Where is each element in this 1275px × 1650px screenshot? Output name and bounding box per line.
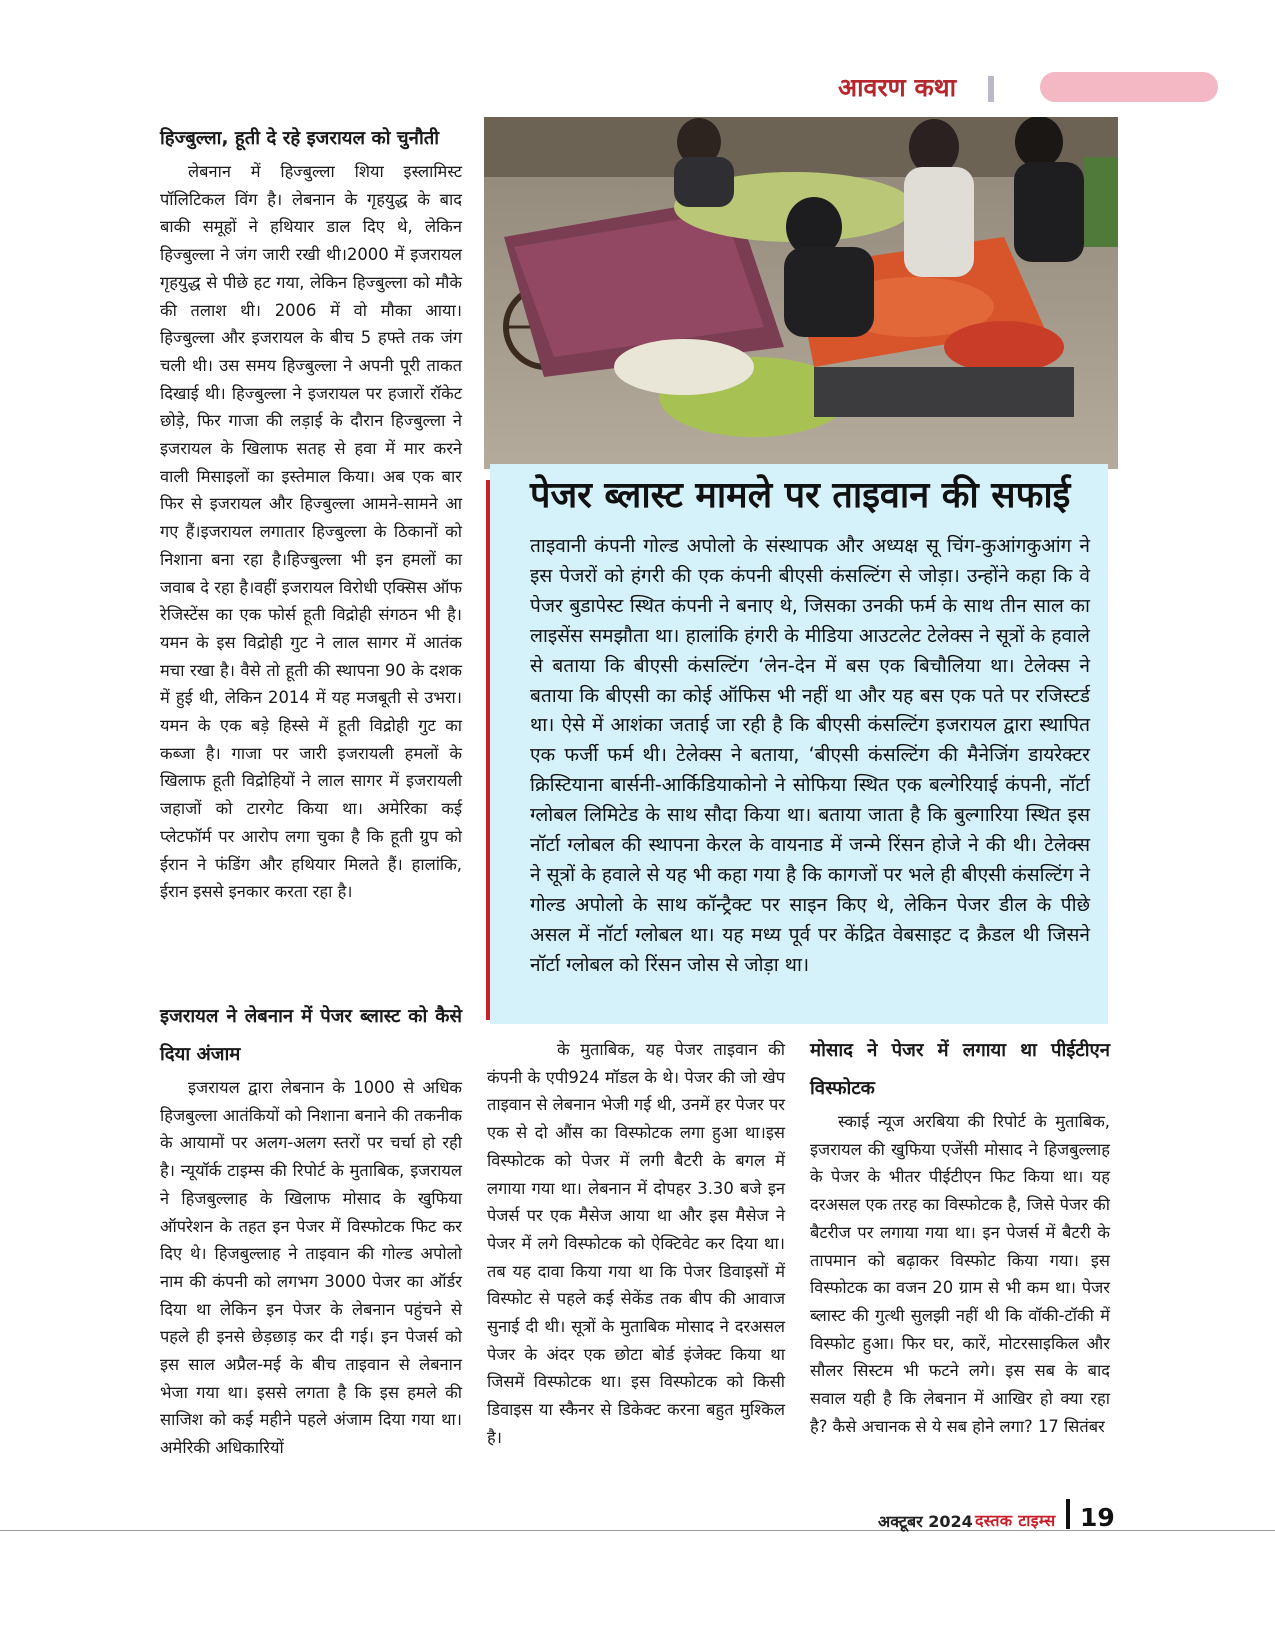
column-1 (160, 120, 462, 906)
section-divider (988, 76, 994, 102)
column-1-heading: हिज्बुल्ला, हूती दे रहे इजरायल को चुनौती (160, 128, 440, 149)
column-2-body: के मुताबिक, यह पेजर ताइवान की कंपनी के एपी924 मॉडल के थे। पेजर की जो खेप ताइवान से लेबनान भेजी गई थी, उनमें हर पेजर पर एक से दो औंस का विस्फोटक लगा हुआ था।इस विस्फोटक को पेजर में लगी बैटरी के बगल में लगाया गया था। लेबनान में दोपहर 3.30 बजे इन पेजर्स पर एक मैसेज आया था और इस मैसेज ने पेजर में लगे विस्फोटक को ऐक्टिवेट कर दिया था। तब यह दावा किया गया था कि पेजर डिवाइसों में विस्फोट से पहले कई सेकेंड तक बीप की आवाज सुनाई दी थी। सूत्रों के मुताबिक मोसाद ने दरअसल पेजर के अंदर एक छोटा बोर्ड इंजेक्ट किया था जिसमें विस्फोटक था। इस विस्फोटक को किसी डिवाइस या स्कैनर से डिकेक्ट करना बहुत मुश्किल है। (487, 1040, 785, 1447)
news-photo (484, 117, 1118, 469)
column-3 (810, 1032, 1110, 1440)
column-3-body: स्काई न्यूज अरबिया की रिपोर्ट के मुताबिक, इजरायल की खुफिया एजेंसी मोसाद ने हिजबुल्लाह के पेजर के भीतर पीईटीएन फिट किया था। यह दरअसल एक तरह का विस्फोटक है, जिसे पेजर की बैटरीज पर लगाया गया था। इन पेजर्स में बैटरी के तापमान को बढ़ाकर विस्फोट किया गया। इस विस्फोटक का वजन 20 ग्राम से भी कम था। पेजर ब्लास्ट की गुत्थी सुलझी नहीं थी कि वॉकी-टॉकी में विस्फोट हुआ। फिर घर, कारें, मोटरसाइकिल और सौलर सिस्टम भी फटने लगे। इस सब के बाद सवाल यही है कि लेबनान में आखिर हो क्या रहा है? कैसे अचानक से ये सब होने लगा? 17 सितंबर (810, 1112, 1110, 1436)
column-1-body-2: इजरायल द्वारा लेबनान के 1000 से अधिक हिजबुल्ला आतंकियों को निशाना बनाने की तकनीक के आयामों पर अलग-अलग स्तरों पर चर्चा हो रही है। न्यूयॉर्क टाइम्स की रिपोर्ट के मुताबिक, इजरायल ने हिजबुल्लाह के खिलाफ मोसाद के खुफिया ऑपरेशन के तहत इन पेजर में विस्फोटक फिट कर दिए थे। हिजबुल्लाह ने ताइवान की गोल्ड अपोलो नाम की कंपनी को लगभग 3000 पेजर का ऑर्डर दिया था लेकिन इन पेजर के लेबनान पहुंचने से पहले ही इनसे छेड़छाड़ कर दी गई। इन पेजर्स को इस साल अप्रैल-मई के बीच ताइवान से लेबनान भेजा गया था। इससे लगता है कि इस हमले की साजिश को कई महीने पहले अंजाम दिया गया था। अमेरिकी अधिकारियों (160, 1078, 462, 1458)
footer-separator (1066, 1499, 1070, 1529)
footer-brand: दस्तक टाइम्स (975, 1511, 1056, 1530)
market-scene-image (484, 117, 1118, 469)
column-1-section-2 (160, 998, 462, 1462)
column-1-subheading: इजरायल ने लेबनान में पेजर ब्लास्ट को कैसे दिया अंजाम (160, 1006, 462, 1065)
section-pill-decoration (1040, 72, 1218, 102)
column-1-body: लेबनान में हिज्बुल्ला शिया इस्लामिस्ट पॉलिटिकल विंग है। लेबनान के गृहयुद्ध के बाद बाकी समूहों ने हथियार डाल दिए थे, लेकिन हिज्बुल्ला ने जंग जारी रखी थी।2000 में इजरायल गृहयुद्ध से पीछे हट गया, लेकिन हिज्बुल्ला को मौके की तलाश थी। 2006 में वो मौका आया। हिज्बुल्ला और इजरायल के बीच 5 हफ्ते तक जंग चली थी। उस समय हिज्बुल्ला ने अपनी पूरी ताकत दिखाई थी। हिज्बुल्ला ने इजरायल पर हजारों रॉकेट छोड़े, फिर गाजा की लड़ाई के दौरान हिज्बुल्ला ने इजरायल के खिलाफ सतह से हवा में मार करने वाली मिसाइलों का इस्तेमाल किया। अब एक बार फिर से इजरायल और हिज्बुल्ला आमने-सामने आ गए हैं।इजरायल लगातार हिज्बुल्ला के ठिकानों को निशाना बना रहा है।हिज्बुल्ला भी इन हमलों का जवाब दे रहा है।वहीं इजरायल विरोधी एक्सिस ऑफ रेजिस्टेंस का एक फोर्स हूती विद्रोही संगठन भी है। यमन के इस विद्रोही गुट ने लाल सागर में आतंक मचा रखा है। वैसे तो हूती की स्थापना 90 के दशक में हुई थी, लेकिन 2014 में यह मजबूती से उभरा। यमन के एक बड़े हिस्से में हूती विद्रोही गुट का कब्जा है। गाजा पर जारी इजरायली हमलों के खिलाफ हूती विद्रोहियों ने लाल सागर में इजरायली जहाजों को टारगेट किया था। अमेरिका कई प्लेटफॉर्म पर आरोप लगा चुका है कि हूती ग्रुप को ईरान ने फंडिंग और हथियार मिलते हैं। हालांकि, ईरान इससे इनकार करता रहा है। (160, 162, 462, 902)
footer-date: अक्टूबर 2024 (878, 1512, 973, 1531)
column-3-heading: मोसाद ने पेजर में लगाया था पीईटीएन विस्फोटक (810, 1040, 1110, 1099)
section-label: आवरण कथा (838, 73, 957, 102)
column-2 (487, 1036, 785, 1452)
box-body: ताइवानी कंपनी गोल्ड अपोलो के संस्थापक और अध्यक्ष सू चिंग-कुआंगकुआंग ने इस पेजरों को हंगरी की एक कंपनी बीएसी कंसल्टिंग से जोड़ा। उन्होंने कहा कि वे पेजर बुडापेस्ट स्थित कंपनी ने बनाए थे, जिसका उनकी फर्म के साथ तीन साल का लाइसेंस समझौता था। हालांकि हंगरी के मीडिया आउटलेट टेलेक्स ने सूत्रों के हवाले से बताया कि बीएसी कंसल्टिंग ‘लेन-देन में बस एक बिचौलिया था। टेलेक्स ने बताया कि बीएसी का कोई ऑफिस भी नहीं था और यह बस एक पते पर रजिस्टर्ड था। ऐसे में आशंका जताई जा रही है कि बीएसी कंसल्टिंग इजरायल द्वारा स्थापित एक फर्जी फर्म थी। टेलेक्स ने बताया, ‘बीएसी कंसल्टिंग की मैनेजिंग डायरेक्टर क्रिस्टियाना बार्सनी-आर्किडियाकोनो ने सोफिया स्थित एक बल्गेरियाई कंपनी, नॉर्टा ग्लोबल लिमिटेड के साथ सौदा किया था। बताया जाता है कि बुल्गारिया स्थित इस नॉर्टा ग्लोबल की स्थापना केरल के वायनाड में जन्मे रिंसन होजे ने की थी। टेलेक्स ने सूत्रों के हवाले से यह भी कहा गया है कि कागजों पर भले ही बीएसी कंसल्टिंग ने गोल्ड अपोलो के साथ कॉन्ट्रैक्ट पर साइन किए थे, लेकिन पेजर डील के पीछे असल में नॉर्टा ग्लोबल था। यह मध्य पूर्व पर केंद्रित वेबसाइट द क्रैडल थी जिसने नॉर्टा ग्लोबल को रिंसन जोस से जोड़ा था। (530, 534, 1090, 976)
box-title: पेजर ब्लास्ट मामले पर ताइवान की सफाई (530, 475, 1071, 516)
page-number: 19 (1080, 1503, 1115, 1532)
